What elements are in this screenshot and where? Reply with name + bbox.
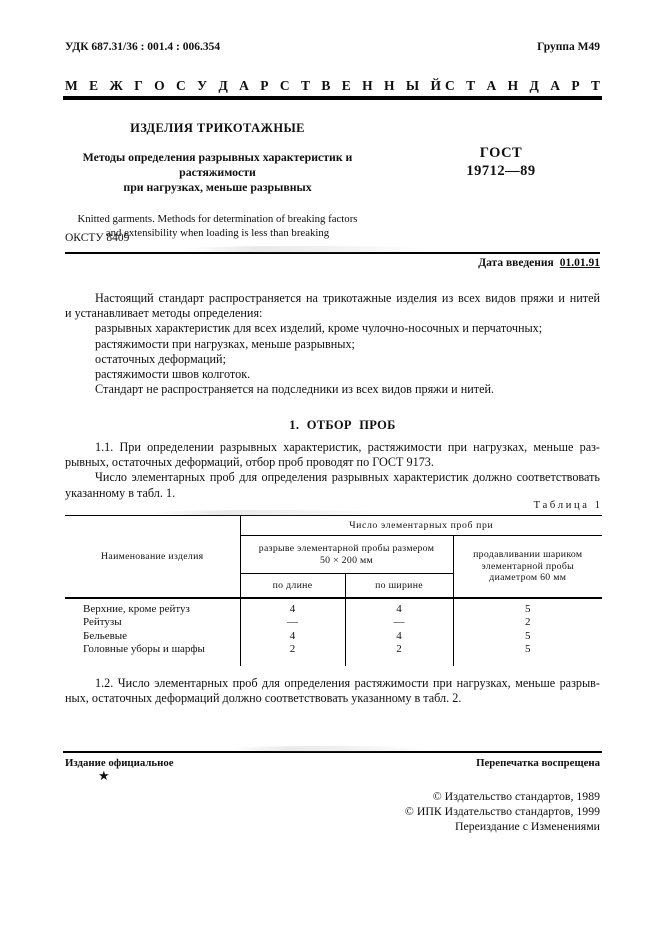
effective-date [478, 257, 600, 269]
ball-cell: 5 [525, 629, 531, 642]
by-width-cell: — [345, 616, 453, 629]
ball-header-line-1: продавливании шариком [473, 549, 583, 561]
ball-cell: 5 [525, 603, 531, 615]
copyright-line-1989: © Издательство стандартов, 1989 [432, 789, 600, 803]
effective-date-value: 01.01.91 [559, 257, 600, 269]
scope-line: и устанавливает методы определения: [65, 306, 263, 321]
by-length-cell: 4 [240, 630, 345, 643]
copyright-line-1999: © ИПК Издательство стандартов, 1999 [404, 804, 600, 819]
clause-1-2-line: 1.2. Число элементарных проб для определения растяжимости при нагрузках, меньше разрыв- [95, 676, 600, 690]
item-name-cell: Рейтузы [65, 616, 240, 629]
table-row [65, 643, 602, 656]
by-width-cell: 2 [345, 643, 453, 656]
column-header-item-name: Наименование изделия [65, 516, 240, 599]
by-length-cell: — [240, 616, 345, 629]
ball-header-line-2: элементарной пробы [481, 560, 575, 572]
item-name-cell: Головные уборы и шарфы [65, 643, 240, 656]
english-line-1: Knitted garments. Methods for determination of breaking factors [77, 213, 358, 225]
column-header-by-length: по длине [240, 574, 345, 599]
scope-paragraph [65, 291, 600, 397]
clause-1-1 [65, 440, 600, 501]
clause-1-1-line: рывных, остаточных деформаций, отбор проб проводят по ГОСТ 9173. [65, 455, 434, 470]
breaking-header-line-1: разрыве элементарной пробы размером [258, 542, 435, 554]
table-row [65, 598, 602, 616]
document-title: ИЗДЕЛИЯ ТРИКОТАЖНЫЕ [130, 121, 305, 135]
by-length-cell: 4 [240, 598, 345, 616]
column-header-group: Число элементарных проб при [240, 516, 602, 536]
standard-word-1: М Е Ж Г О С У Д А Р С Т В Е Н Н Ы Й [65, 78, 446, 93]
column-header-ball [453, 536, 602, 599]
effective-date-label: Дата введения [478, 257, 554, 269]
standard-type-banner [65, 78, 604, 94]
scan-artifact [230, 746, 430, 752]
ball-cell: 2 [525, 616, 531, 629]
clause-1-1-line: Число элементарных проб для определения разрывных характеристик должно соответствовать [95, 470, 600, 485]
by-width-cell: 4 [345, 630, 453, 643]
table-1-container [65, 515, 602, 666]
by-length-cell: 2 [240, 643, 345, 656]
subtitle-line-2: при нагрузках, меньше разрывных [123, 180, 312, 194]
scope-list-item: растяжимости швов колготок. [95, 367, 251, 382]
official-edition-star-icon: ★ [98, 768, 110, 783]
gost-number: 19712—89 [466, 163, 536, 179]
clause-1-1-line: 1.1. При определении разрывных характеристик, растяжимости при нагрузках, меньше раз- [95, 440, 600, 454]
official-edition-label: Издание официальное [65, 757, 174, 769]
scope-line: Настоящий стандарт распространяется на трикотажные изделия из всех видов пряжи и нитей [95, 291, 600, 305]
english-line-2: and extensibility when loading is less than breaking [105, 227, 330, 239]
meta-row [65, 41, 600, 53]
table-row [65, 630, 602, 643]
scope-list-item: растяжимости при нагрузках, меньше разрывных; [95, 336, 355, 351]
table-1 [65, 515, 602, 666]
column-header-by-width: по ширине [345, 574, 453, 599]
table-row [65, 616, 602, 629]
footer-row [65, 757, 600, 769]
document-subtitle [65, 150, 370, 195]
by-width-cell: 4 [345, 598, 453, 616]
table-1-label: Т а б л и ц а 1 [533, 500, 600, 511]
udk-code: УДК 687.31/36 : 001.4 : 006.354 [65, 41, 221, 53]
table-spacer-row [65, 657, 602, 666]
clause-1-2-line: ных, остаточных деформаций должно соответствовать указанному в табл. 2. [65, 691, 462, 706]
subtitle-line-1: Методы определения разрывных характеристик и растяжимости [82, 150, 353, 179]
scan-artifact [180, 246, 430, 253]
gost-number-block [440, 144, 562, 180]
group-code: Группа М49 [537, 41, 600, 53]
reprint-prohibited-label: Перепечатка воспрещена [476, 757, 600, 769]
standard-word-2: С Т А Н Д А Р Т [445, 78, 604, 93]
clause-1-1-line: указанному в табл. 1. [65, 485, 176, 500]
banner-rule [63, 96, 602, 100]
item-name-cell: Верхние, кроме рейтуз [65, 598, 240, 616]
okstu-code: ОКСТУ 8409 [65, 232, 130, 244]
scan-artifact [150, 510, 390, 516]
scope-list-item: остаточных деформаций; [95, 351, 226, 366]
scope-exclusion: Стандарт не распространяется на подследники из всех видов пряжи и нитей. [95, 382, 495, 397]
reissue-note: Переиздание с Изменениями [455, 819, 600, 834]
item-name-cell: Бельевые [65, 630, 240, 643]
ball-cell: 5 [525, 643, 531, 656]
clause-1-2 [65, 676, 600, 706]
scope-list-item: разрывных характеристик для всех изделий, кроме чулочно-носочных и перчаточных; [95, 321, 543, 336]
title-block [65, 121, 370, 240]
section-1-heading: 1. ОТБОР ПРОБ [289, 418, 396, 432]
copyright-block [405, 789, 600, 835]
gost-label: ГОСТ [479, 145, 523, 161]
column-header-breaking [240, 536, 453, 574]
ball-header-line-3: диаметром 60 мм [489, 572, 567, 584]
breaking-header-line-2: 50 × 200 мм [319, 554, 374, 566]
